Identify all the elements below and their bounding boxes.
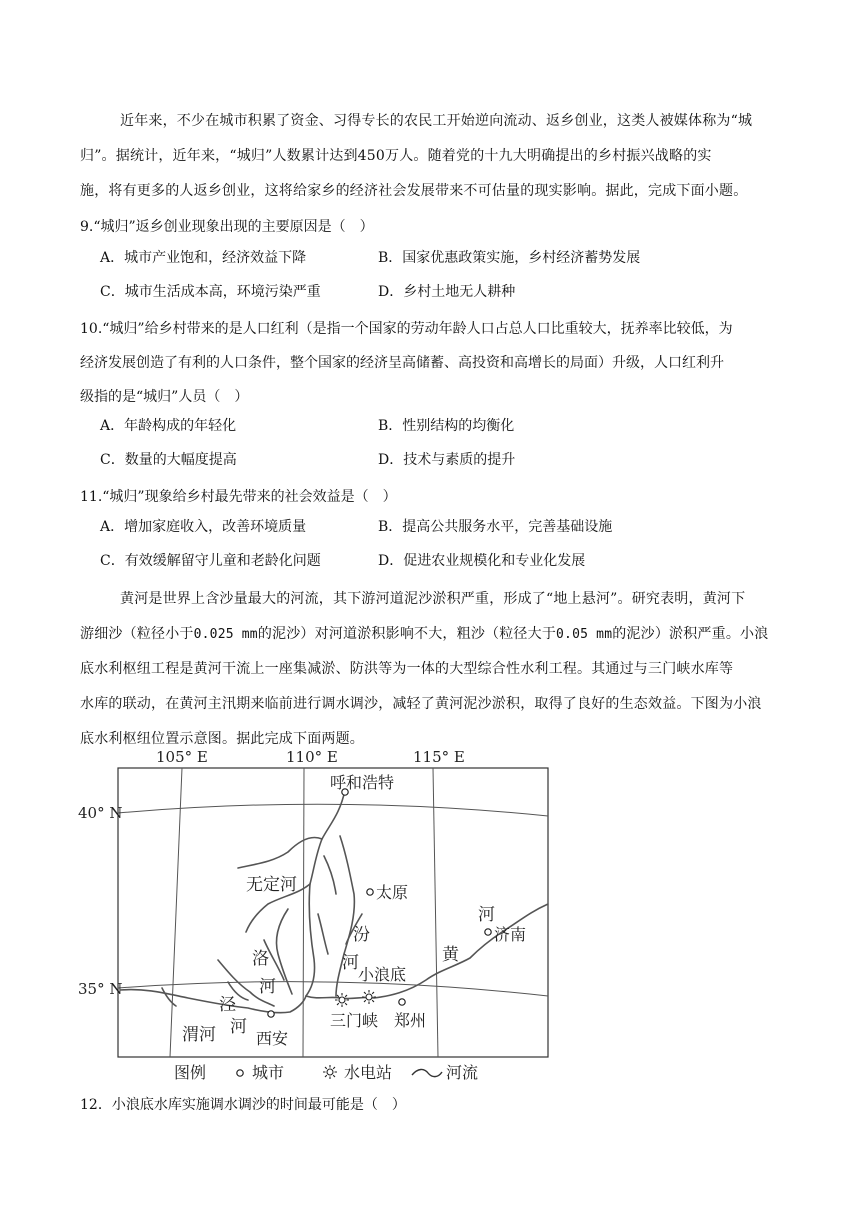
label-fen-1: 汾: [353, 925, 370, 945]
question-9-option-a[interactable]: A．城市产业饱和，经济效益下降: [100, 250, 307, 266]
label-luo-1: 洛: [252, 949, 269, 969]
passage-2: [80, 582, 784, 757]
label-wuding-river: 无定河: [246, 875, 297, 895]
label-luo-2: 河: [259, 977, 276, 997]
label-he: 河: [478, 905, 495, 925]
label-zhengzhou: 郑州: [394, 1011, 427, 1030]
meridian-105: [170, 768, 182, 1057]
question-10-line-3: 级指的是“城归”人员（ ）: [80, 389, 249, 405]
question-10-option-a[interactable]: A．年龄构成的年轻化: [100, 418, 237, 434]
yellow-river-loop: [238, 837, 322, 868]
legend-river-icon: [412, 1069, 442, 1076]
question-10-line-1: 10.“城归”给乡村带来的是人口红利（是指一个国家的劳动年龄人口占总人口比重较大，抚养率比较低，为: [80, 321, 733, 337]
passage-1-line-1: 近年来，不少在城市积累了资金、习得专长的农民工开始逆向流动、返乡创业，这类人被媒体称为“城: [120, 113, 753, 129]
station-xiaolangdi-icon: [362, 990, 376, 1004]
city-dot-taiyuan: [367, 889, 373, 895]
passage-2-line-4: 水库的联动，在黄河主汛期来临前进行调水调沙，减轻了黄河泥沙淤积，取得了良好的生态效益。下图为小浪: [80, 696, 762, 712]
question-10-option-d[interactable]: D．技术与素质的提升: [378, 452, 516, 468]
parallel-40: [118, 804, 548, 816]
lon-label-115: 115° E: [413, 748, 465, 766]
meridian-110: [303, 768, 304, 1057]
label-hohhot: 呼和浩特: [330, 773, 395, 792]
label-fen-2: 河: [342, 953, 359, 973]
label-sanmenxia: 三门峡: [330, 1011, 379, 1030]
label-huang: 黄: [442, 945, 459, 965]
label-xiaolangdi: 小浪底: [358, 965, 407, 984]
river-network: [120, 790, 548, 1013]
passage-1-line-3: 施，将有更多的人返乡创业，这将给家乡的经济社会发展带来不可估量的现实影响。据此，完成下面小题。: [80, 183, 748, 199]
passage-2-line-3: 底水利枢纽工程是黄河干流上一座集减淤、防洪等为一体的大型综合性水利工程。其通过与三门峡水库等: [80, 661, 734, 677]
wei-river-branch: [162, 988, 176, 1006]
passage-1-line-2: 归”。据统计，近年来，“城归”人数累计达到450万人。随着党的十九大明确提出的乡村振兴战略的实: [80, 148, 712, 164]
passage-2-line-5: 底水利枢纽位置示意图。据此完成下面两题。: [80, 731, 364, 747]
label-xian: 西安: [256, 1029, 289, 1048]
passage-1: [80, 104, 784, 209]
question-11-option-c[interactable]: C．有效缓解留守儿童和老龄化问题: [100, 553, 321, 569]
legend-river-label: 河流: [446, 1063, 479, 1082]
xiaolangdi-location-map: [78, 744, 558, 1088]
question-11-stem: 11.“城归”现象给乡村最先带来的社会效益是（ ）: [80, 489, 397, 505]
question-10-option-b[interactable]: B．性别结构的均衡化: [378, 418, 515, 434]
question-11-option-d[interactable]: D．促进农业规模化和专业化发展: [378, 553, 586, 569]
question-9-option-c[interactable]: C．城市生活成本高，环境污染严重: [100, 284, 321, 300]
city-dot-xian: [268, 1011, 274, 1017]
passage-2-line-1: 黄河是世界上含沙量最大的河流，其下游河道泥沙淤积严重，形成了“地上悬河”。研究表明，黄河下: [120, 591, 746, 607]
label-jing-2: 河: [230, 1017, 247, 1037]
parallel-35: [118, 982, 548, 996]
question-12-stem: 12．小浪底水库实施调水调沙的时间最可能是（ ）: [80, 1097, 406, 1113]
tributary-3: [318, 914, 328, 954]
question-10-line-2: 经济发展创造了有利的人口条件，整个国家的经济呈高储蓄、高投资和高增长的局面）升级，人口红利升: [80, 355, 724, 371]
lat-label-35: 35° N: [78, 980, 123, 998]
question-10-option-c[interactable]: C．数量的大幅度提高: [100, 452, 237, 468]
label-wei-river: 渭河: [182, 1025, 216, 1045]
city-dot-zhengzhou: [399, 999, 405, 1005]
question-9-option-b[interactable]: B．国家优惠政策实施，乡村经济蓄势发展: [378, 250, 641, 266]
label-jing-1: 泾: [219, 995, 236, 1015]
legend-city-label: 城市: [252, 1063, 285, 1082]
label-jinan: 济南: [494, 925, 527, 944]
legend-station-icon: [323, 1065, 337, 1079]
tributary-1: [324, 856, 336, 894]
question-10-stem: [80, 312, 784, 414]
label-taiyuan: 太原: [376, 883, 409, 902]
meridian-115: [433, 768, 438, 1057]
legend-city-icon: [237, 1070, 243, 1076]
city-dot-jinan: [485, 929, 491, 935]
passage-2-line-2: 游细沙（粒径小于0.025 mm的泥沙）对河道淤积影响不大，粗沙（粒径大于0.05 mm的泥沙）淤积严重。小浪: [80, 626, 769, 642]
legend-station-label: 水电站: [344, 1063, 393, 1082]
lat-label-40: 40° N: [78, 804, 123, 822]
map-legend: [174, 1063, 478, 1082]
legend-title: 图例: [174, 1063, 207, 1082]
question-11-option-b[interactable]: B．提高公共服务水平，完善基础设施: [378, 519, 613, 535]
question-9-stem: 9.“城归”返乡创业现象出现的主要原因是（ ）: [80, 219, 374, 235]
wei-river: [120, 990, 306, 1013]
question-9-option-d[interactable]: D．乡村土地无人耕种: [378, 284, 516, 300]
lon-label-110: 110° E: [286, 748, 338, 766]
question-11-option-a[interactable]: A．增加家庭收入，改善环境质量: [100, 519, 307, 535]
lon-label-105: 105° E: [156, 748, 208, 766]
station-sanmenxia-icon: [335, 993, 349, 1007]
